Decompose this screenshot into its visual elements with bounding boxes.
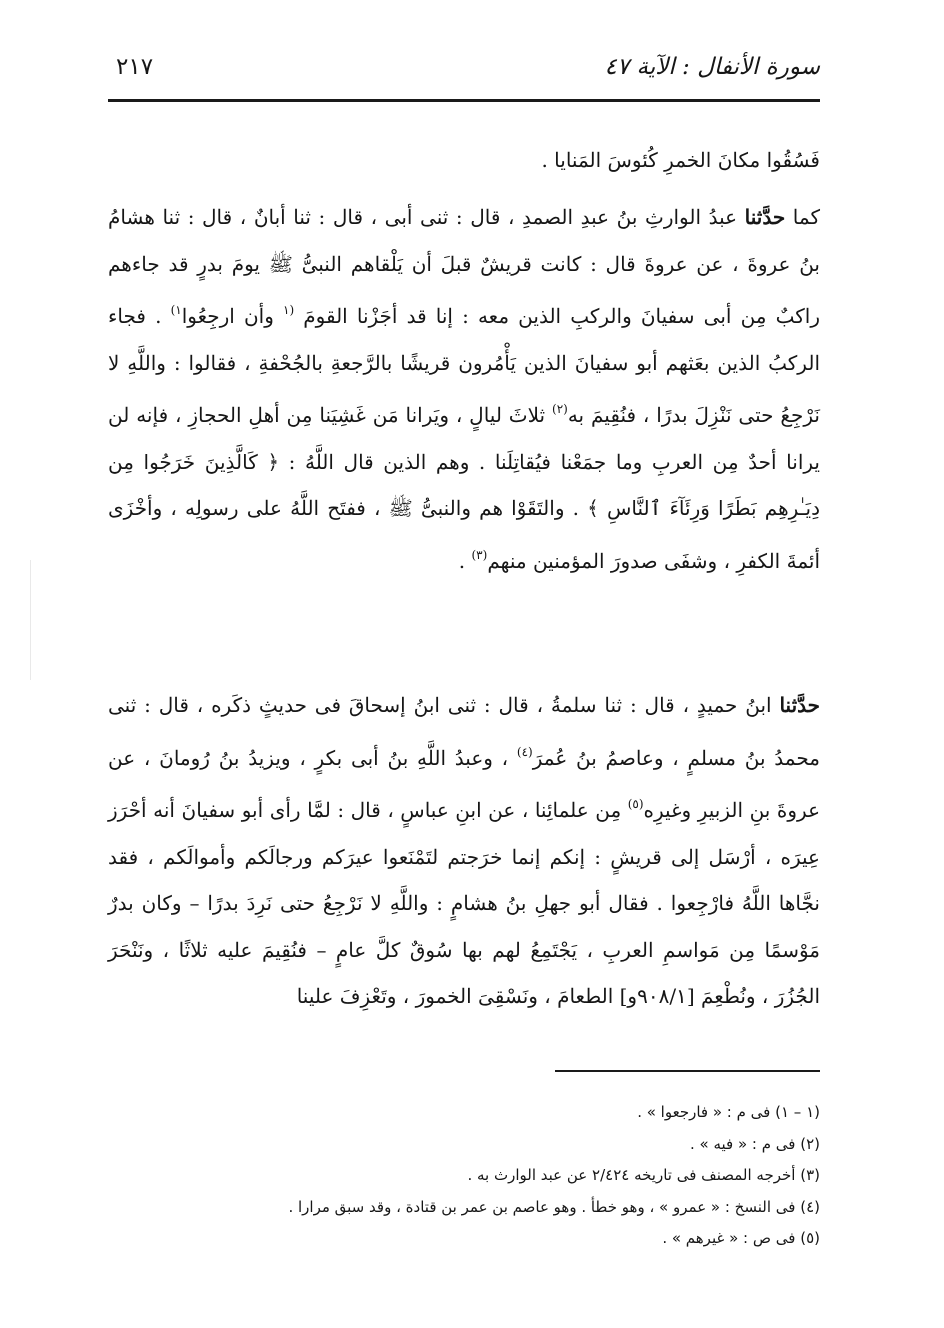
running-title: سورة الأنفال : الآية ٤٧ [604,54,820,80]
chain-word: حدَّثنا [779,693,820,717]
paragraph-2-text-3: مِن علمائِنا ، عن ابنِ عباسٍ ، قال : لمَّا رأى أبو سفيانَ أنه أحْرَز عِيرَه ، أرْسَل إلى قريشٍ : إنكم إنما خرَجتم لتَمْنَعوا عيرَكم ورجالَكم وأموالَكم ، فقد نجَّاها اللَّهُ فارْجِعوا . فقال أبو جهلِ بنُ هشامٍ : واللَّهِ لا نَرْجِعُ حتى نَرِدَ بدرًا – وكان بدرٌ مَوْسمًا مِن مَواسمِ العربِ ، يَجْتَمِعُ لهم بها سُوقٌ كلَّ عامٍ – فنُقِيمَ عليه ثلاثًا ، ونَنْحَرَ الجُزُرَ ، ونُطْعِمَ [108,798,820,1008]
footnote-rule [555,1070,820,1072]
paragraph-1-end: . [458,548,472,573]
footnote-5: (٥) فى ص : « غيرهم » . [662,1229,820,1247]
footnote-ref-3[interactable]: (٣) [471,547,488,562]
quran-quote: ﴿ كَالَّذِينَ خَرَجُوا مِن دِيَـٰرِهِم بَطَرًا وَرِئَآءَ ٱلنَّاسِ ﴾ [108,449,820,520]
paragraph-1-lead: كما [785,205,820,229]
footnote-2: (٢) فى م : « فيه » . [689,1134,820,1153]
footnote-3: (٣) أخرجه المصنف فى تاريخه ٢/٤٢٤ عن عبد الوارث به . [467,1166,820,1184]
footnote-ref-4[interactable]: (٤) [516,744,533,759]
footnote-4: (٤) فى النسخ : « عمرو » ، وهو خطأ . وهو عاصم بن عمر بن قتادة ، وقد سبق مرارا . [288,1197,820,1216]
page-header [108,52,820,92]
footnote-ref-2[interactable]: (٢) [552,402,568,416]
paragraph-2-text-1: ابنُ حميدٍ ، قال : ثنا سلمةُ ، قال : ثنى ابنُ إسحاقَ فى حديثٍ ذكَره ، قال : ثنى محمدُ بنُ مسلمٍ ، وعاصمُ بنُ عُمرَ [108,693,820,770]
paragraph-1 [108,194,820,584]
manuscript-marker: [٩٠٨/١و] [619,984,695,1008]
paragraph-2-text-4: الطعامَ ، ونَسْقِىَ الخمورَ ، وتَعْزِفَ علينا [296,984,620,1008]
scan-margin-mark [30,560,31,680]
paragraph-1-text-3: . فجاء الركبُ الذين بعَثهم أبو سفيانَ الذين يَأْمُرون قريشًا بالرَّجعةِ بالجُحْفةِ ، فقالوا : واللَّهِ لا نَرْجِعُ حتى نَنْزِلَ بدرًا ، فنُقِيمَ به [108,304,820,427]
footnote-ref-1-close[interactable]: ١) [170,303,182,317]
footnote-1: (١ – ١) فى م : « فارجعوا » . [637,1103,820,1121]
paragraph-1-text-2: وأن ارجِعُوا [181,304,283,328]
page-number: ٢١٧ [116,54,154,80]
header-rule [108,99,820,102]
paragraph-1-text-4: ثلاثَ ليالٍ ، ويَرانا مَن غَشِيَنا مِن أهلِ الحجازِ ، فإنه لن يرانا أحدٌ مِن العربِ وما جمَعْنا فيُقاتِلَنا . وهم الذين قال اللَّهُ : [108,403,820,474]
paragraph-2 [108,682,820,1020]
footnote-ref-5[interactable]: (٥) [627,797,644,811]
paragraph-2-text-2: ، وعبدُ اللَّهِ بنُ أبى بكرٍ ، ويزيدُ بنُ رُومانَ ، عن عروةَ بنِ الزبيرِ وغيرِه [108,745,820,822]
paragraph-1-text-5: . والتَقَوْا هم والنبىُّ ﷺ ، ففتَح اللَّهُ على رسولِه ، وأخْزَى أئمةَ الكفرِ ، وشفَى صدورَ المؤمنين منهم [108,496,820,573]
footnotes [108,1097,820,1255]
footnote-ref-1-open[interactable]: (١ [282,303,295,317]
verse-line: فَسُقُوا مكانَ الخمرِ كُئوسَ المَنايا . [541,148,820,172]
paragraph-1-text-1: عبدُ الوارثِ بنُ عبدِ الصمدِ ، قال : ثنى أبى ، قال : ثنا أبانٌ ، قال : ثنا هشامُ بنُ عروةَ ، عن عروةَ قال : كانت قريشٌ قبلَ أن يَلْقاهم النبىُّ ﷺ يومَ بدرٍ قد جاءهم راكبٌ مِن أبى سفيانَ والركبِ الذين معه : إنا قد أجَزْنا القومَ [108,205,821,328]
chain-word: حدَّثنا [744,205,786,229]
